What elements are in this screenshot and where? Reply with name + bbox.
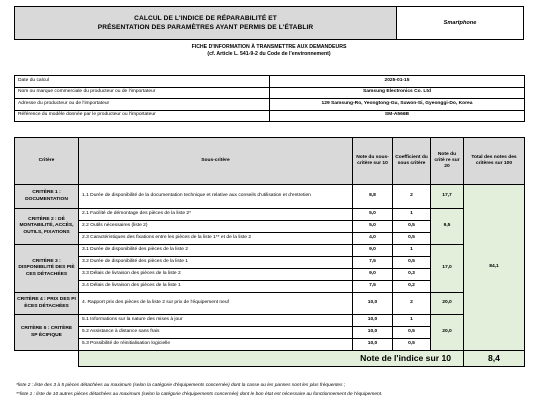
- info-label: Référence du modèle donnée par le producteur ou l'importateur: [15, 110, 270, 122]
- subcriterion-note: 7,5: [353, 281, 393, 293]
- criterion-score: 17,7: [431, 185, 464, 209]
- info-row-date: [15, 76, 525, 88]
- subcriterion-note: 8,8: [353, 185, 393, 209]
- table-row: [15, 185, 525, 209]
- subcriterion-coef: 2: [393, 185, 431, 209]
- col-subcriteria: Sous-critère: [79, 138, 353, 185]
- subtitle-line2: (cf. Article L. 541-9-2 du Code de l'environnement): [207, 51, 331, 57]
- criterion-score: 17,0: [431, 245, 464, 293]
- subcriterion-label: 5.2 Assistance à distance sans frais: [79, 327, 353, 339]
- info-value: 129 Samsung-Ro, Yeongtong-Gu, Suwon-Si, Gyeonggi-Do, Korea: [270, 99, 525, 111]
- info-value: 2025-01-15: [270, 76, 525, 88]
- subcriterion-note: 4,0: [353, 233, 393, 245]
- subcriterion-coef: 0,5: [393, 221, 431, 233]
- info-label: Nom ou marque commerciale du producteur ou de l'importateur: [15, 87, 270, 99]
- subcriterion-coef: 2: [393, 293, 431, 315]
- subtitle-line1: FICHE D'INFORMATION À TRANSMETTRE AUX DEMANDEURS: [191, 44, 347, 50]
- info-label: Date du calcul: [15, 76, 270, 88]
- table-header-row: [15, 138, 525, 185]
- col-coefficient: Coefficient du sous critère: [393, 138, 431, 185]
- info-value: Samsung Electronics Co. Ltd: [270, 87, 525, 99]
- subcriterion-label: 4. Rapport prix des pièces de la liste 2 sur prix de l'équipement neuf: [79, 293, 353, 315]
- criterion-score: 20,0: [431, 315, 464, 351]
- criterion-name: CRITÈRE 5 : CRITÈRE SP ÉCIFIQUE: [15, 315, 79, 351]
- col-total: Total des notes des critères sur 100: [464, 138, 525, 185]
- subcriterion-coef: 0,5: [393, 327, 431, 339]
- subcriterion-label: 5.1 Informations sur la nature des mises à jour: [79, 315, 353, 327]
- info-row-brand: [15, 87, 525, 99]
- criterion-score: 20,0: [431, 293, 464, 315]
- final-score: 8,4: [464, 351, 525, 367]
- table-row: [15, 315, 525, 327]
- total-score: 84,1: [464, 185, 525, 351]
- final-row: [15, 351, 525, 367]
- subcriterion-note: 9,0: [353, 245, 393, 257]
- info-row-address: [15, 99, 525, 111]
- subcriterion-coef: 1: [393, 315, 431, 327]
- subcriterion-note: 5,0: [353, 209, 393, 221]
- criterion-name: CRITÈRE 1 : DOCUMENTATION: [15, 185, 79, 209]
- subcriterion-coef: 1: [393, 209, 431, 221]
- table-row: [15, 293, 525, 315]
- subcriterion-coef: 0,2: [393, 281, 431, 293]
- criterion-name: CRITÈRE 2 : DÉ MONTABILITÉ, ACCÈS, OUTILS, FIXATIONS: [15, 209, 79, 245]
- subcriterion-label: 2.1 Facilité de démontage des pièces de la liste 2*: [79, 209, 353, 221]
- info-value: SM-A566B: [270, 110, 525, 122]
- col-criterion-score: Note du critè re sur 20: [431, 138, 464, 185]
- subcriterion-label: 3.1 Durée de disponibilité des pièces de la liste 2: [79, 245, 353, 257]
- col-criteria: Critère: [15, 138, 79, 185]
- scoring-table: [14, 137, 525, 367]
- footnote-list2: *liste 2 : liste des 3 à 5 pièces détachées au maximum (selon la catégorie d'équipements concernée) dont la casse ou les pannes sont les plus fréquentes ;: [16, 383, 346, 388]
- subcriterion-note: 10,0: [353, 339, 393, 351]
- final-label: Note de l'indice sur 10: [79, 351, 464, 367]
- subcriterion-note: 10,0: [353, 315, 393, 327]
- subcriterion-coef: 0,5: [393, 233, 431, 245]
- subcriterion-label: 1.1 Durée de disponibilité de la documentation technique et relative aux conseils d'utilisation et d'entretien: [79, 185, 353, 209]
- subcriterion-coef: 0,5: [393, 339, 431, 351]
- subcriterion-note: 5,0: [353, 221, 393, 233]
- info-label: Adresse du producteur ou de l'importateur: [15, 99, 270, 111]
- document-header: [14, 6, 524, 40]
- table-row: [15, 209, 525, 221]
- subcriterion-note: 10,0: [353, 327, 393, 339]
- subcriterion-label: 3.2 Durée de disponibilité des pièces de la liste 1: [79, 257, 353, 269]
- subcriterion-coef: 1: [393, 245, 431, 257]
- subcriterion-label: 2.3 Caractéristiques des fixations entre les pièces de la liste 1** et de la liste 2: [79, 233, 353, 245]
- info-table: [14, 75, 525, 122]
- col-subscore: Note du sous-critère sur 10: [353, 138, 393, 185]
- subcriterion-coef: 0,5: [393, 257, 431, 269]
- footnote-list1: **liste 1 : liste de 10 autres pièces détachées au maximum (selon la catégorie d'équipements concernée) dont le bon état est nécessaire au fonctionnement de l'équipement.: [16, 392, 383, 397]
- subtitle: [14, 44, 524, 58]
- criterion-score: 9,5: [431, 209, 464, 245]
- header-title-line2: PRÉSENTATION DES PARAMÈTRES AYANT PERMIS DE L'ÉTABLIR: [97, 24, 314, 31]
- header-title: [15, 7, 397, 39]
- criterion-name: CRITÈRE 3 : DISPONIBILITÉ DES PIÈ CES DÉTACHÉES: [15, 245, 79, 293]
- subcriterion-note: 10,0: [353, 293, 393, 315]
- subcriterion-label: 2.2 Outils nécessaires (liste 2): [79, 221, 353, 233]
- table-row: [15, 245, 525, 257]
- product-type: Smartphone: [443, 20, 477, 26]
- subcriterion-label: 3.4 Délais de livraison des pièces de la liste 1: [79, 281, 353, 293]
- subcriterion-label: 3.3 Délais de livraison des pièces de la liste 2: [79, 269, 353, 281]
- info-row-model: [15, 110, 525, 122]
- header-title-line1: CALCUL DE L'INDICE DE RÉPARABILITÉ ET: [134, 15, 277, 22]
- subcriterion-coef: 0,3: [393, 269, 431, 281]
- subcriterion-note: 9,0: [353, 269, 393, 281]
- criterion-name: CRITÈRE 4 : PRIX DES PI ÈCES DÉTACHÉES: [15, 293, 79, 315]
- subcriterion-note: 7,5: [353, 257, 393, 269]
- subcriterion-label: 5.3 Possibilité de réinitialisation logicielle: [79, 339, 353, 351]
